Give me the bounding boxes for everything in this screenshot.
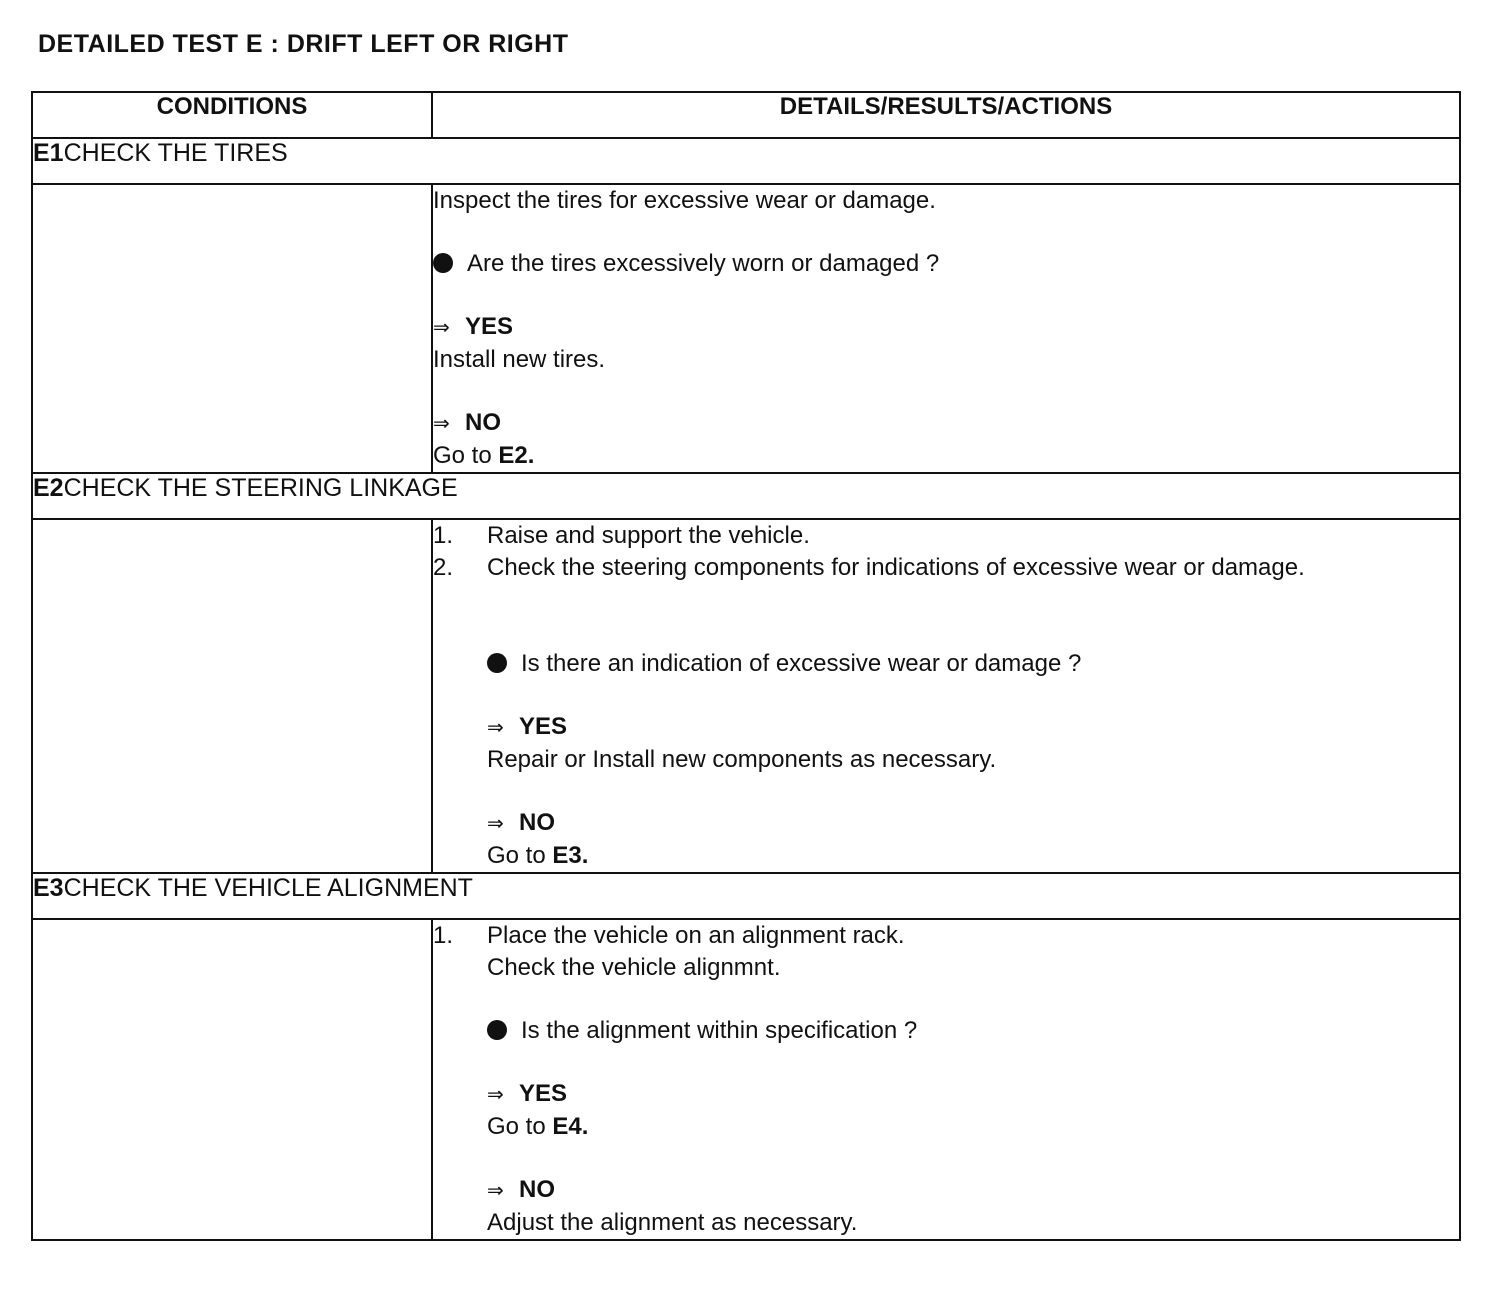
- step-heading-row-e1: [32, 138, 1460, 184]
- table-header-row: [32, 92, 1460, 138]
- instruction-text: Inspect the tires for excessive wear or damage.: [433, 187, 936, 214]
- yes-branch: [487, 1078, 1459, 1111]
- question-text: Is there an indication of excessive wear or damage ?: [521, 650, 1082, 677]
- no-branch: [487, 807, 1459, 840]
- item-continuation: Check the vehicle alignmnt.: [487, 954, 781, 981]
- question: [487, 648, 1459, 680]
- yes-action: Repair or Install new components as necessary.: [487, 746, 997, 773]
- arrow-right-icon: ⇒: [487, 1180, 504, 1202]
- arrow-right-icon: ⇒: [487, 813, 504, 835]
- step-code: E1: [33, 139, 64, 167]
- bullet-icon: [487, 1020, 507, 1040]
- test-table: [31, 91, 1461, 1241]
- yes-action: [487, 1111, 1459, 1143]
- yes-action-text: Go to: [487, 1113, 546, 1140]
- item-number: 1.: [433, 522, 454, 549]
- item-text: Place the vehicle on an alignment rack.: [487, 922, 905, 949]
- step-reference-link: E2.: [498, 442, 535, 469]
- step-reference-link: E4.: [552, 1113, 589, 1140]
- conditions-cell: [32, 919, 432, 1240]
- conditions-cell: [32, 184, 432, 473]
- item-text: Raise and support the vehicle.: [487, 522, 810, 549]
- step-body-row-e1: [32, 184, 1460, 473]
- arrow-right-icon: ⇒: [487, 717, 504, 739]
- arrow-right-icon: ⇒: [433, 317, 450, 339]
- arrow-right-icon: ⇒: [487, 1084, 504, 1106]
- details-column-header: DETAILS/RESULTS/ACTIONS: [432, 92, 1460, 138]
- no-action: Adjust the alignment as necessary.: [487, 1209, 858, 1236]
- step-heading-text: CHECK THE STEERING LINKAGE: [63, 474, 458, 502]
- no-branch: [433, 407, 1459, 440]
- arrow-right-icon: ⇒: [433, 413, 450, 435]
- yes-label: YES: [519, 713, 568, 740]
- question-text: Are the tires excessively worn or damaged ?: [467, 250, 940, 277]
- step-heading-e3: [32, 873, 1460, 919]
- step-code: E3: [33, 874, 64, 902]
- step-heading-text: CHECK THE VEHICLE ALIGNMENT: [63, 874, 473, 902]
- step-heading-text: CHECK THE TIRES: [63, 139, 288, 167]
- page-title: DETAILED TEST E : DRIFT LEFT OR RIGHT: [38, 30, 569, 58]
- yes-branch: [487, 711, 1459, 744]
- question: [487, 1015, 1459, 1047]
- yes-action: Install new tires.: [433, 346, 606, 373]
- step-heading-row-e2: [32, 473, 1460, 519]
- no-action: [433, 440, 1459, 472]
- step-heading-e2: [32, 473, 1460, 519]
- no-action-text: Go to: [487, 842, 546, 869]
- conditions-column-header: CONDITIONS: [32, 92, 432, 138]
- bullet-icon: [433, 253, 453, 273]
- no-branch: [487, 1174, 1459, 1207]
- step-reference-link: E3.: [552, 842, 589, 869]
- question-text: Is the alignment within specification ?: [521, 1017, 918, 1044]
- item-text: Check the steering components for indications of excessive wear or damage.: [487, 554, 1305, 581]
- no-label: NO: [519, 809, 555, 836]
- conditions-cell: [32, 519, 432, 873]
- no-label: NO: [519, 1176, 555, 1203]
- no-action-text: Go to: [433, 442, 492, 469]
- list-item: [433, 920, 1459, 952]
- step-heading-row-e3: [32, 873, 1460, 919]
- no-label: NO: [465, 409, 501, 436]
- no-action: [487, 840, 1459, 872]
- list-item: [433, 520, 1459, 552]
- yes-branch: [433, 311, 1459, 344]
- step-body-row-e2: [32, 519, 1460, 873]
- list-item: [433, 552, 1459, 584]
- step-heading-e1: [32, 138, 1460, 184]
- yes-label: YES: [519, 1080, 568, 1107]
- details-cell: [432, 519, 1460, 873]
- item-number: 2.: [433, 554, 454, 581]
- bullet-icon: [487, 653, 507, 673]
- item-number: 1.: [433, 922, 454, 949]
- question: [433, 248, 1459, 280]
- yes-label: YES: [465, 313, 514, 340]
- step-body-row-e3: [32, 919, 1460, 1240]
- details-cell: [432, 184, 1460, 473]
- details-cell: [432, 919, 1460, 1240]
- step-code: E2: [33, 474, 64, 502]
